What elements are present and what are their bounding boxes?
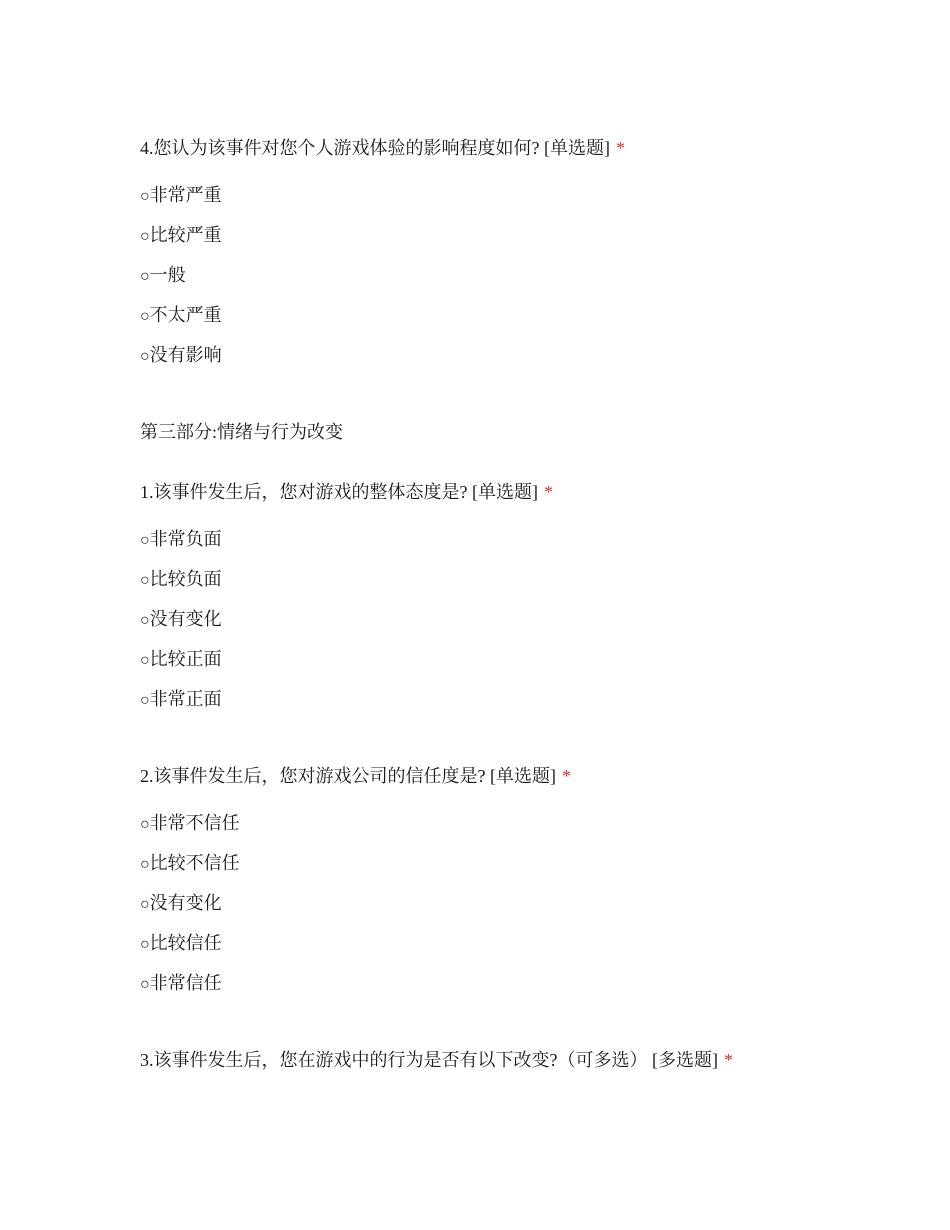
required-mark: *	[544, 482, 553, 502]
radio-circle-icon[interactable]: ○	[140, 612, 150, 629]
radio-circle-icon[interactable]: ○	[140, 896, 150, 913]
option-label: 比较正面	[149, 649, 222, 669]
question-type: [单选题]	[472, 482, 538, 502]
option-radio[interactable]	[140, 972, 222, 996]
required-mark: *	[616, 138, 625, 158]
question-text: 该事件发生后，您在游戏中的行为是否有以下改变?（可多选）	[153, 1050, 648, 1070]
radio-circle-icon[interactable]: ○	[140, 348, 150, 365]
option-label: 没有影响	[149, 345, 222, 365]
question-text: 该事件发生后，您对游戏公司的信任度是?	[153, 766, 486, 786]
radio-circle-icon[interactable]: ○	[140, 856, 150, 873]
option-label: 非常正面	[149, 689, 222, 709]
section-title: 第三部分:情绪与行为改变	[140, 422, 343, 442]
radio-circle-icon[interactable]: ○	[140, 976, 150, 993]
option-radio[interactable]	[140, 932, 222, 956]
question-number: 4.	[140, 138, 154, 158]
option-radio[interactable]	[140, 568, 222, 592]
option-radio[interactable]	[140, 304, 222, 328]
option-radio[interactable]	[140, 812, 240, 836]
radio-circle-icon[interactable]: ○	[140, 308, 150, 325]
option-radio[interactable]	[140, 892, 222, 916]
question-type: [单选题]	[490, 766, 556, 786]
question-number: 2.	[140, 766, 154, 786]
question-number: 3.	[140, 1050, 154, 1070]
option-label: 比较严重	[149, 225, 222, 245]
option-radio[interactable]	[140, 688, 222, 712]
radio-circle-icon[interactable]: ○	[140, 692, 150, 709]
option-label: 非常不信任	[149, 813, 240, 833]
question-type: [多选题]	[652, 1050, 718, 1070]
required-mark: *	[562, 766, 571, 786]
option-label: 比较不信任	[149, 853, 240, 873]
option-radio[interactable]	[140, 852, 240, 876]
radio-circle-icon[interactable]: ○	[140, 532, 150, 549]
radio-circle-icon[interactable]: ○	[140, 268, 150, 285]
option-label: 非常严重	[149, 185, 222, 205]
question-2	[140, 765, 571, 787]
question-text: 您认为该事件对您个人游戏体验的影响程度如何?	[153, 138, 540, 158]
question-4	[140, 137, 625, 159]
option-radio[interactable]	[140, 344, 222, 368]
question-3	[140, 1049, 733, 1071]
option-radio[interactable]	[140, 608, 222, 632]
option-label: 比较信任	[149, 933, 222, 953]
question-type: [单选题]	[544, 138, 610, 158]
radio-circle-icon[interactable]: ○	[140, 816, 150, 833]
question-text: 该事件发生后，您对游戏的整体态度是?	[153, 482, 468, 502]
option-label: 没有变化	[149, 609, 222, 629]
option-radio[interactable]	[140, 528, 222, 552]
required-mark: *	[724, 1050, 733, 1070]
option-radio[interactable]	[140, 648, 222, 672]
option-label: 非常负面	[149, 529, 222, 549]
question-1	[140, 481, 553, 503]
option-label: 非常信任	[149, 973, 222, 993]
radio-circle-icon[interactable]: ○	[140, 936, 150, 953]
option-radio[interactable]	[140, 224, 222, 248]
question-number: 1.	[140, 482, 154, 502]
option-label: 比较负面	[149, 569, 222, 589]
radio-circle-icon[interactable]: ○	[140, 188, 150, 205]
option-radio[interactable]	[140, 264, 186, 288]
radio-circle-icon[interactable]: ○	[140, 652, 150, 669]
option-radio[interactable]	[140, 184, 222, 208]
radio-circle-icon[interactable]: ○	[140, 228, 150, 245]
option-label: 不太严重	[149, 305, 222, 325]
radio-circle-icon[interactable]: ○	[140, 572, 150, 589]
option-label: 没有变化	[149, 893, 222, 913]
option-label: 一般	[149, 265, 186, 285]
